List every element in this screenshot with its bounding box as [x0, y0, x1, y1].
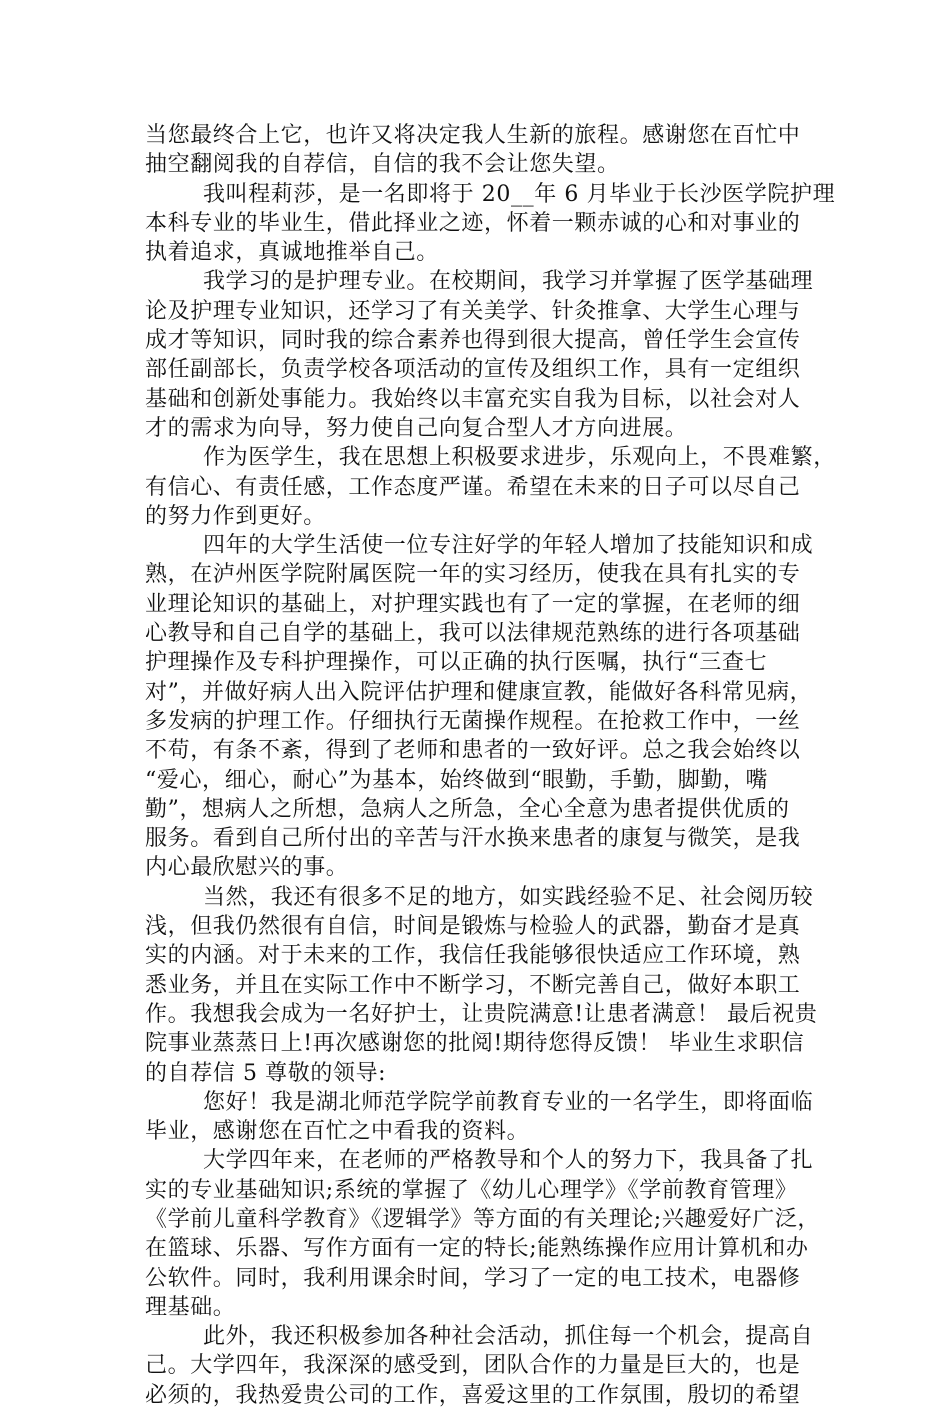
text-line: 浅，但我仍然很有自信，时间是锻炼与检验人的武器，勤奋才是真 — [145, 914, 801, 940]
text-line: 实的内涵。对于未来的工作，我信任我能够很快适应工作环境，熟 — [145, 943, 801, 969]
text-line: 己。大学四年，我深深的感受到，团队合作的力量是巨大的，也是 — [145, 1353, 801, 1379]
text-line: 业理论知识的基础上，对护理实践也有了一定的掌握，在老师的细 — [145, 591, 801, 617]
text-line: 理基础。 — [145, 1294, 236, 1320]
text-line: 成才等知识，同时我的综合素养也得到很大提高，曾任学生会宣传 — [145, 328, 801, 354]
text-line: 必须的，我热爱贵公司的工作，喜爱这里的工作氛围，殷切的希望 — [145, 1382, 801, 1408]
text-line: 心教导和自己自学的基础上，我可以法律规范熟练的进行各项基础 — [145, 621, 801, 647]
text-line: 我学习的是护理专业。在校期间，我学习并掌握了医学基础理 — [203, 269, 814, 295]
text-line: 部任副部长，负责学校各项活动的宣传及组织工作，具有一定组织 — [145, 357, 801, 383]
text-line: 抽空翻阅我的自荐信，自信的我不会让您失望。 — [145, 152, 620, 178]
text-line: 当您最终合上它，也许又将决定我人生新的旅程。感谢您在百忙中 — [145, 123, 801, 148]
document-body — [145, 121, 836, 1410]
text-line: 作为医学生，我在思想上积极要求进步，乐观向上，不畏难繁， — [203, 445, 836, 471]
text-line: 悉业务，并且在实际工作中不断学习，不断完善自己，做好本职工 — [145, 972, 801, 998]
text-line: 大学四年来，在老师的严格教导和个人的努力下，我具备了扎 — [203, 1148, 814, 1174]
text-line: 毕业，感谢您在百忙之中看我的资料。 — [145, 1119, 530, 1145]
text-line: 执着追求，真诚地推举自己。 — [145, 240, 439, 266]
text-line: 作。我想我会成为一名好护士，让贵院满意!让患者满意！ 最后祝贵 — [145, 1001, 818, 1027]
text-line: 才的需求为向导，努力使自己向复合型人才方向进展。 — [145, 415, 688, 441]
text-line: 多发病的护理工作。仔细执行无菌操作规程。在抢救工作中，一丝 — [145, 708, 801, 734]
text-line: 公软件。同时，我利用课余时间，学习了一定的电工技术，电器修 — [145, 1265, 801, 1291]
text-line: 的自荐信 5 尊敬的领导: — [145, 1060, 387, 1086]
text-line: 不苟，有条不紊，得到了老师和患者的一致好评。总之我会始终以 — [145, 738, 801, 764]
text-line: 勤”，想病人之所想，急病人之所急，全心全意为患者提供优质的 — [145, 796, 790, 822]
text-line: 论及护理专业知识，还学习了有关美学、针灸推拿、大学生心理与 — [145, 298, 801, 324]
text-line: 基础和创新处事能力。我始终以丰富充实自我为目标，以社会对人 — [145, 386, 801, 412]
text-line: 院事业蒸蒸日上!再次感谢您的批阅!期待您得反馈！ 毕业生求职信 — [145, 1031, 805, 1057]
text-line: 熟，在泸州医学院附属医院一年的实习经历，使我在具有扎实的专 — [145, 562, 801, 588]
text-line: 我叫程莉莎，是一名即将于 20__年 6 月毕业于长沙医学院护理 — [203, 181, 836, 207]
text-line: 对”，并做好病人出入院评估护理和健康宣教，能做好各科常见病， — [145, 679, 813, 705]
text-line: “爱心，细心，耐心”为基本，始终做到“眼勤，手勤，脚勤，嘴 — [145, 767, 769, 793]
text-line: 内心最欣慰兴的事。 — [145, 855, 349, 881]
text-line: 四年的大学生活使一位专注好学的年轻人增加了技能知识和成 — [203, 533, 814, 559]
text-line: 本科专业的毕业生，借此择业之迹，怀着一颗赤诚的心和对事业的 — [145, 210, 801, 236]
text-line: 服务。看到自己所付出的辛苦与汗水换来患者的康复与微笑，是我 — [145, 826, 801, 852]
text-line: 《学前儿童科学教育》《逻辑学》等方面的有关理论;兴趣爱好广泛， — [145, 1206, 821, 1232]
text-line: 您好！我是湖北师范学院学前教育专业的一名学生，即将面临 — [203, 1089, 814, 1115]
text-line: 的努力作到更好。 — [145, 503, 326, 529]
text-line: 有信心、有责任感，工作态度严谨。希望在未来的日子可以尽自己 — [145, 474, 801, 500]
text-line: 当然，我还有很多不足的地方，如实践经验不足、社会阅历较 — [203, 884, 814, 910]
text-line: 此外，我还积极参加各种社会活动，抓住每一个机会，提高自 — [203, 1324, 814, 1350]
text-line: 在篮球、乐器、写作方面有一定的特长;能熟练操作应用计算机和办 — [145, 1236, 809, 1262]
text-line: 护理操作及专科护理操作，可以正确的执行医嘱，执行“三查七 — [145, 650, 768, 676]
text-line: 实的专业基础知识;系统的掌握了《幼儿心理学》《学前教育管理》 — [145, 1177, 798, 1203]
